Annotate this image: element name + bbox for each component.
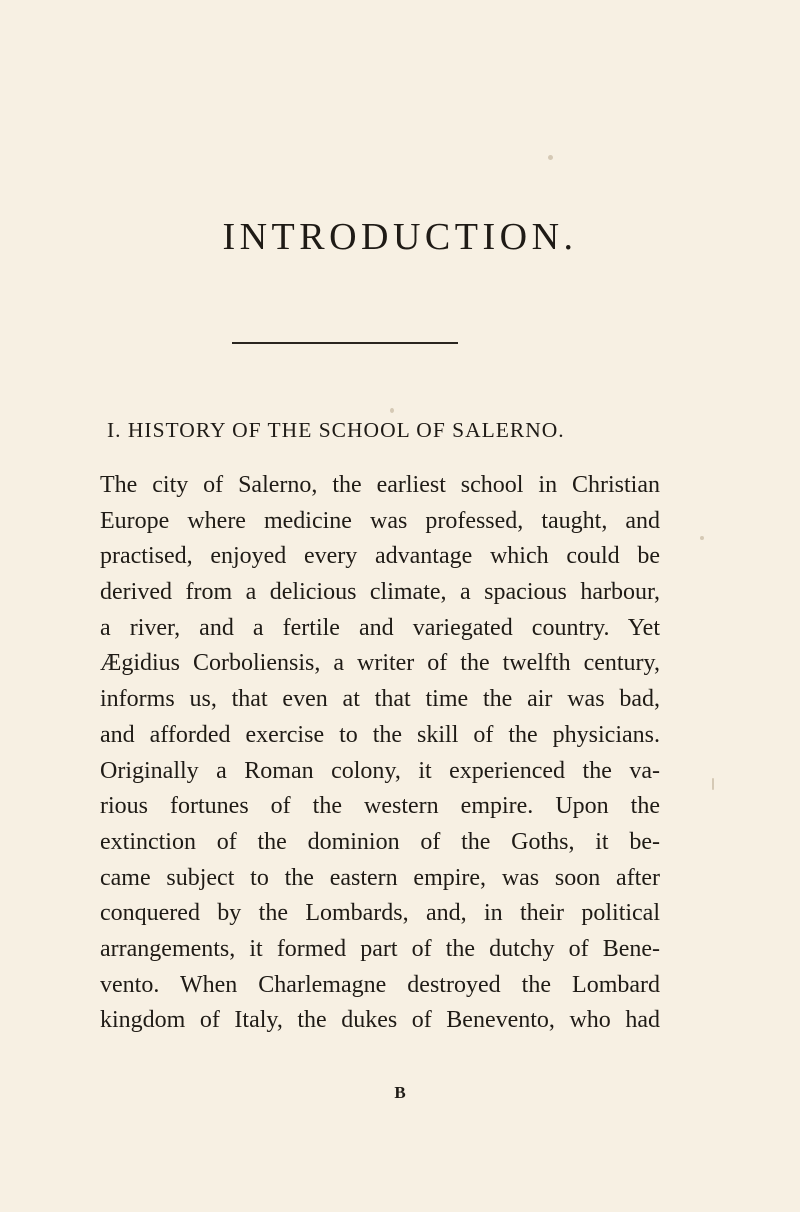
paper-speck <box>548 155 553 160</box>
page-title: INTRODUCTION. <box>222 216 578 258</box>
text-line: and afforded exercise to the skill of the physicians. <box>100 721 660 748</box>
text-line: kingdom of Italy, the dukes of Benevento, who had <box>100 1007 660 1034</box>
signature-mark: B <box>394 1083 406 1102</box>
section-heading: I. HISTORY OF THE SCHOOL OF SALERNO. <box>107 418 565 442</box>
text-line: rious fortunes of the western empire. Upon the <box>100 793 660 820</box>
paper-speck <box>712 778 714 790</box>
text-line: a river, and a fertile and variegated country. Yet <box>100 614 660 641</box>
text-line: conquered by the Lombards, and, in their political <box>100 900 660 927</box>
text-line: vento. When Charlemagne destroyed the Lombard <box>100 971 660 998</box>
text-line: informs us, that even at that time the air was bad, <box>100 686 660 713</box>
text-line: extinction of the dominion of the Goths, it be- <box>100 828 660 855</box>
body-paragraph <box>100 468 660 1039</box>
text-line: Europe where medicine was professed, taught, and <box>100 507 660 534</box>
text-line: practised, enjoyed every advantage which could be <box>100 543 660 570</box>
text-line: arrangements, it formed part of the dutchy of Bene- <box>100 935 660 962</box>
text-line: derived from a delicious climate, a spacious harbour, <box>100 579 660 606</box>
text-line: came subject to the eastern empire, was soon after <box>100 864 660 891</box>
paper-speck <box>700 536 704 540</box>
paper-speck <box>390 408 394 413</box>
title-divider-rule <box>232 342 458 344</box>
text-line: Ægidius Corboliensis, a writer of the twelfth century, <box>100 650 660 677</box>
text-line: Originally a Roman colony, it experienced the va- <box>100 757 660 784</box>
text-line: The city of Salerno, the earliest school in Christian <box>100 472 660 498</box>
